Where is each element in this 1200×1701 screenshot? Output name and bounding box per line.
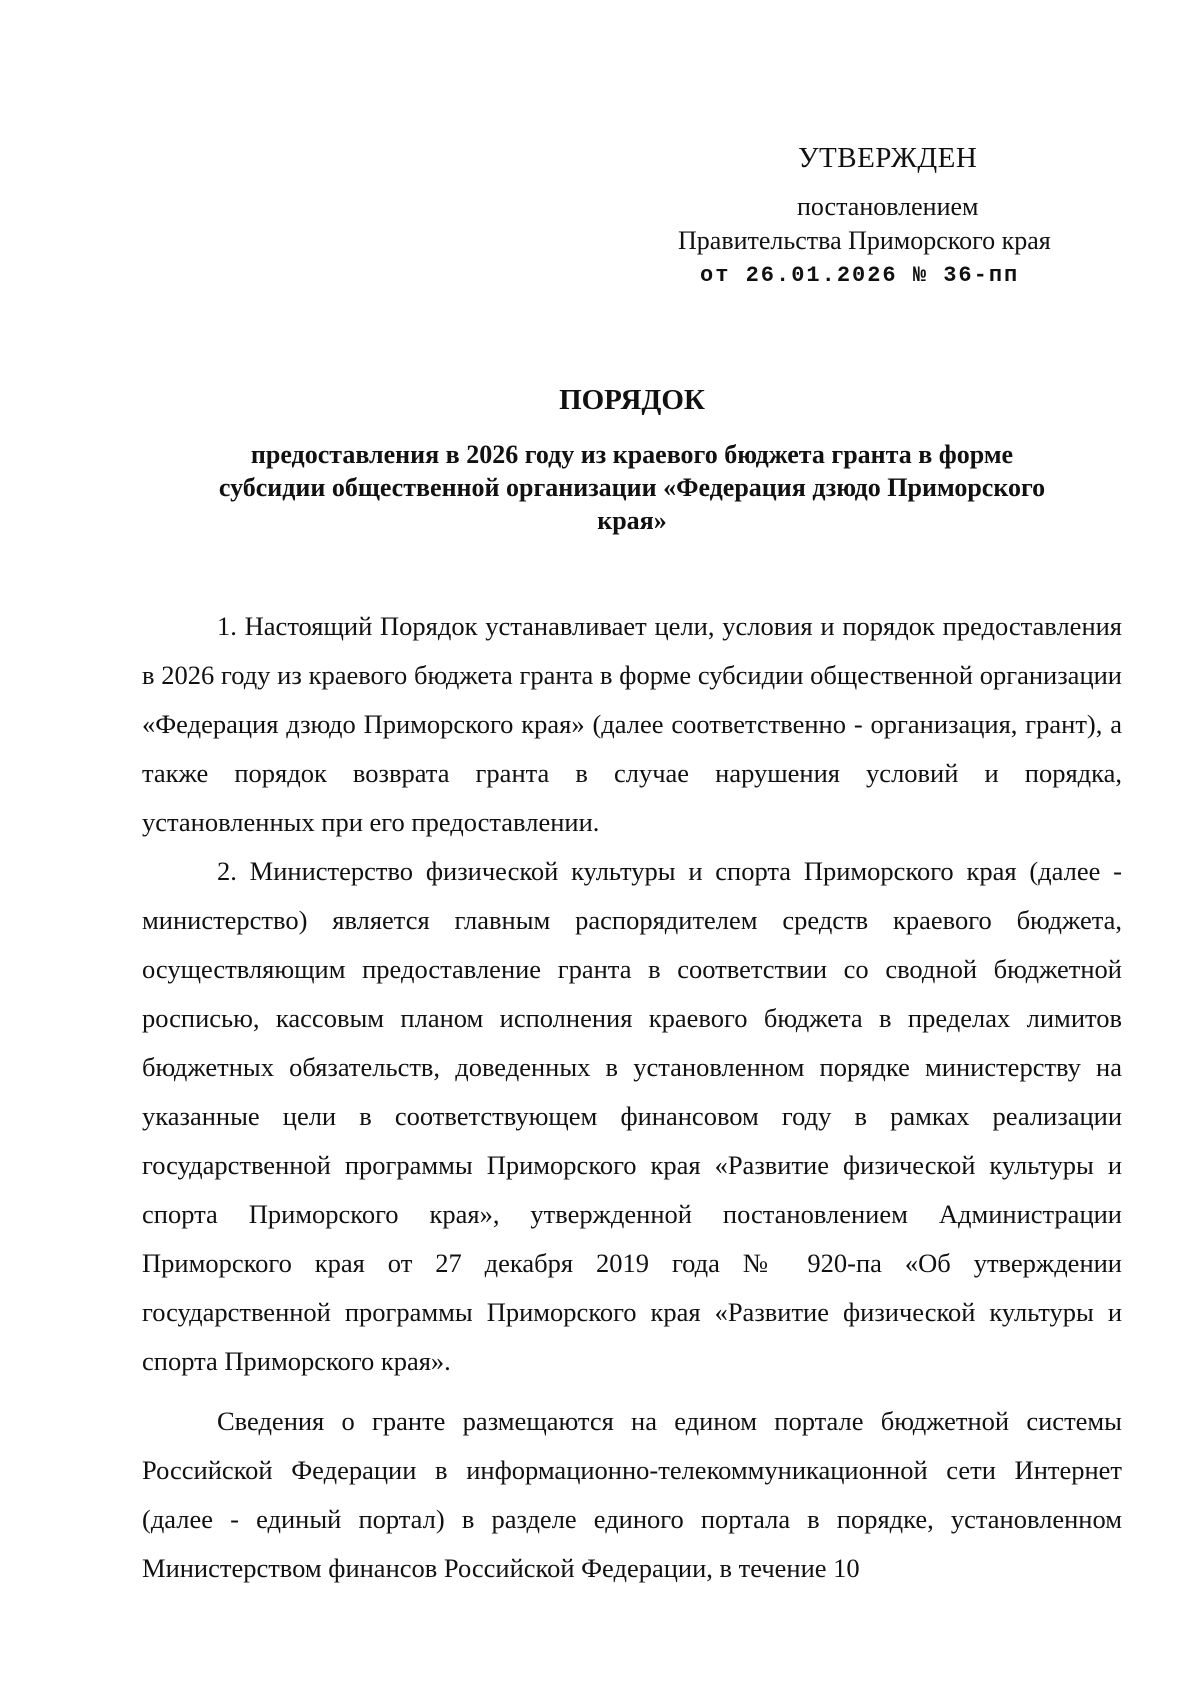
document-subtitle: предоставления в 2026 году из краевого бюджета гранта в форме субсидии общественной организации «Федерация дзюдо Приморского края» [218, 440, 1046, 535]
approval-date-number: от 26.01.2026 № 36-пп [700, 263, 1020, 288]
paragraph-1: 1. Настоящий Порядок устанавливает цели, условия и порядок предоставления в 2026 году из краевого бюджета гранта в форме субсидии общественной организации «Федерация дзюдо Приморского края» (далее соответственно - организация, грант), а также порядок возврата гранта в случае нарушения условий и порядка, установленных при его предоставлении. [142, 611, 1122, 837]
paragraph-2: 2. Министерство физической культуры и спорта Приморского края (далее - министерство) является главным распорядителем средств краевого бюджета, осуществляющим предоставление гранта в соответствии со сводной бюджетной росписью, кассовым планом исполнения краевого бюджета в пределах лимитов бюджетных обязательств, доведенных в установленном порядке министерству на указанные цели в соответствующем финансовом году в рамках реализации государственной программы Приморского края «Развитие физической культуры и спорта Приморского края», утвержденной постановлением Администрации Приморского края от 27 декабря 2019 года № 920-па «Об утверждении государственной программы Приморского края «Развитие физической культуры и спорта Приморского края». [142, 856, 1122, 1376]
approval-line-decree: постановлением [797, 192, 979, 221]
document-title: ПОРЯДОК [559, 384, 705, 416]
approval-title: УТВЕРЖДЕН [798, 142, 978, 174]
approval-line-government: Правительства Приморского края [678, 226, 1051, 255]
document-body [142, 602, 1122, 1593]
paragraph-3: Сведения о гранте размещаются на едином портале бюджетной системы Российской Федерации в информационно-телекоммуникационной сети Интернет (далее - единый портал) в разделе единого портала в порядке, установленном Министерством финансов Российской Федерации, в течение 10 [142, 1406, 1122, 1583]
